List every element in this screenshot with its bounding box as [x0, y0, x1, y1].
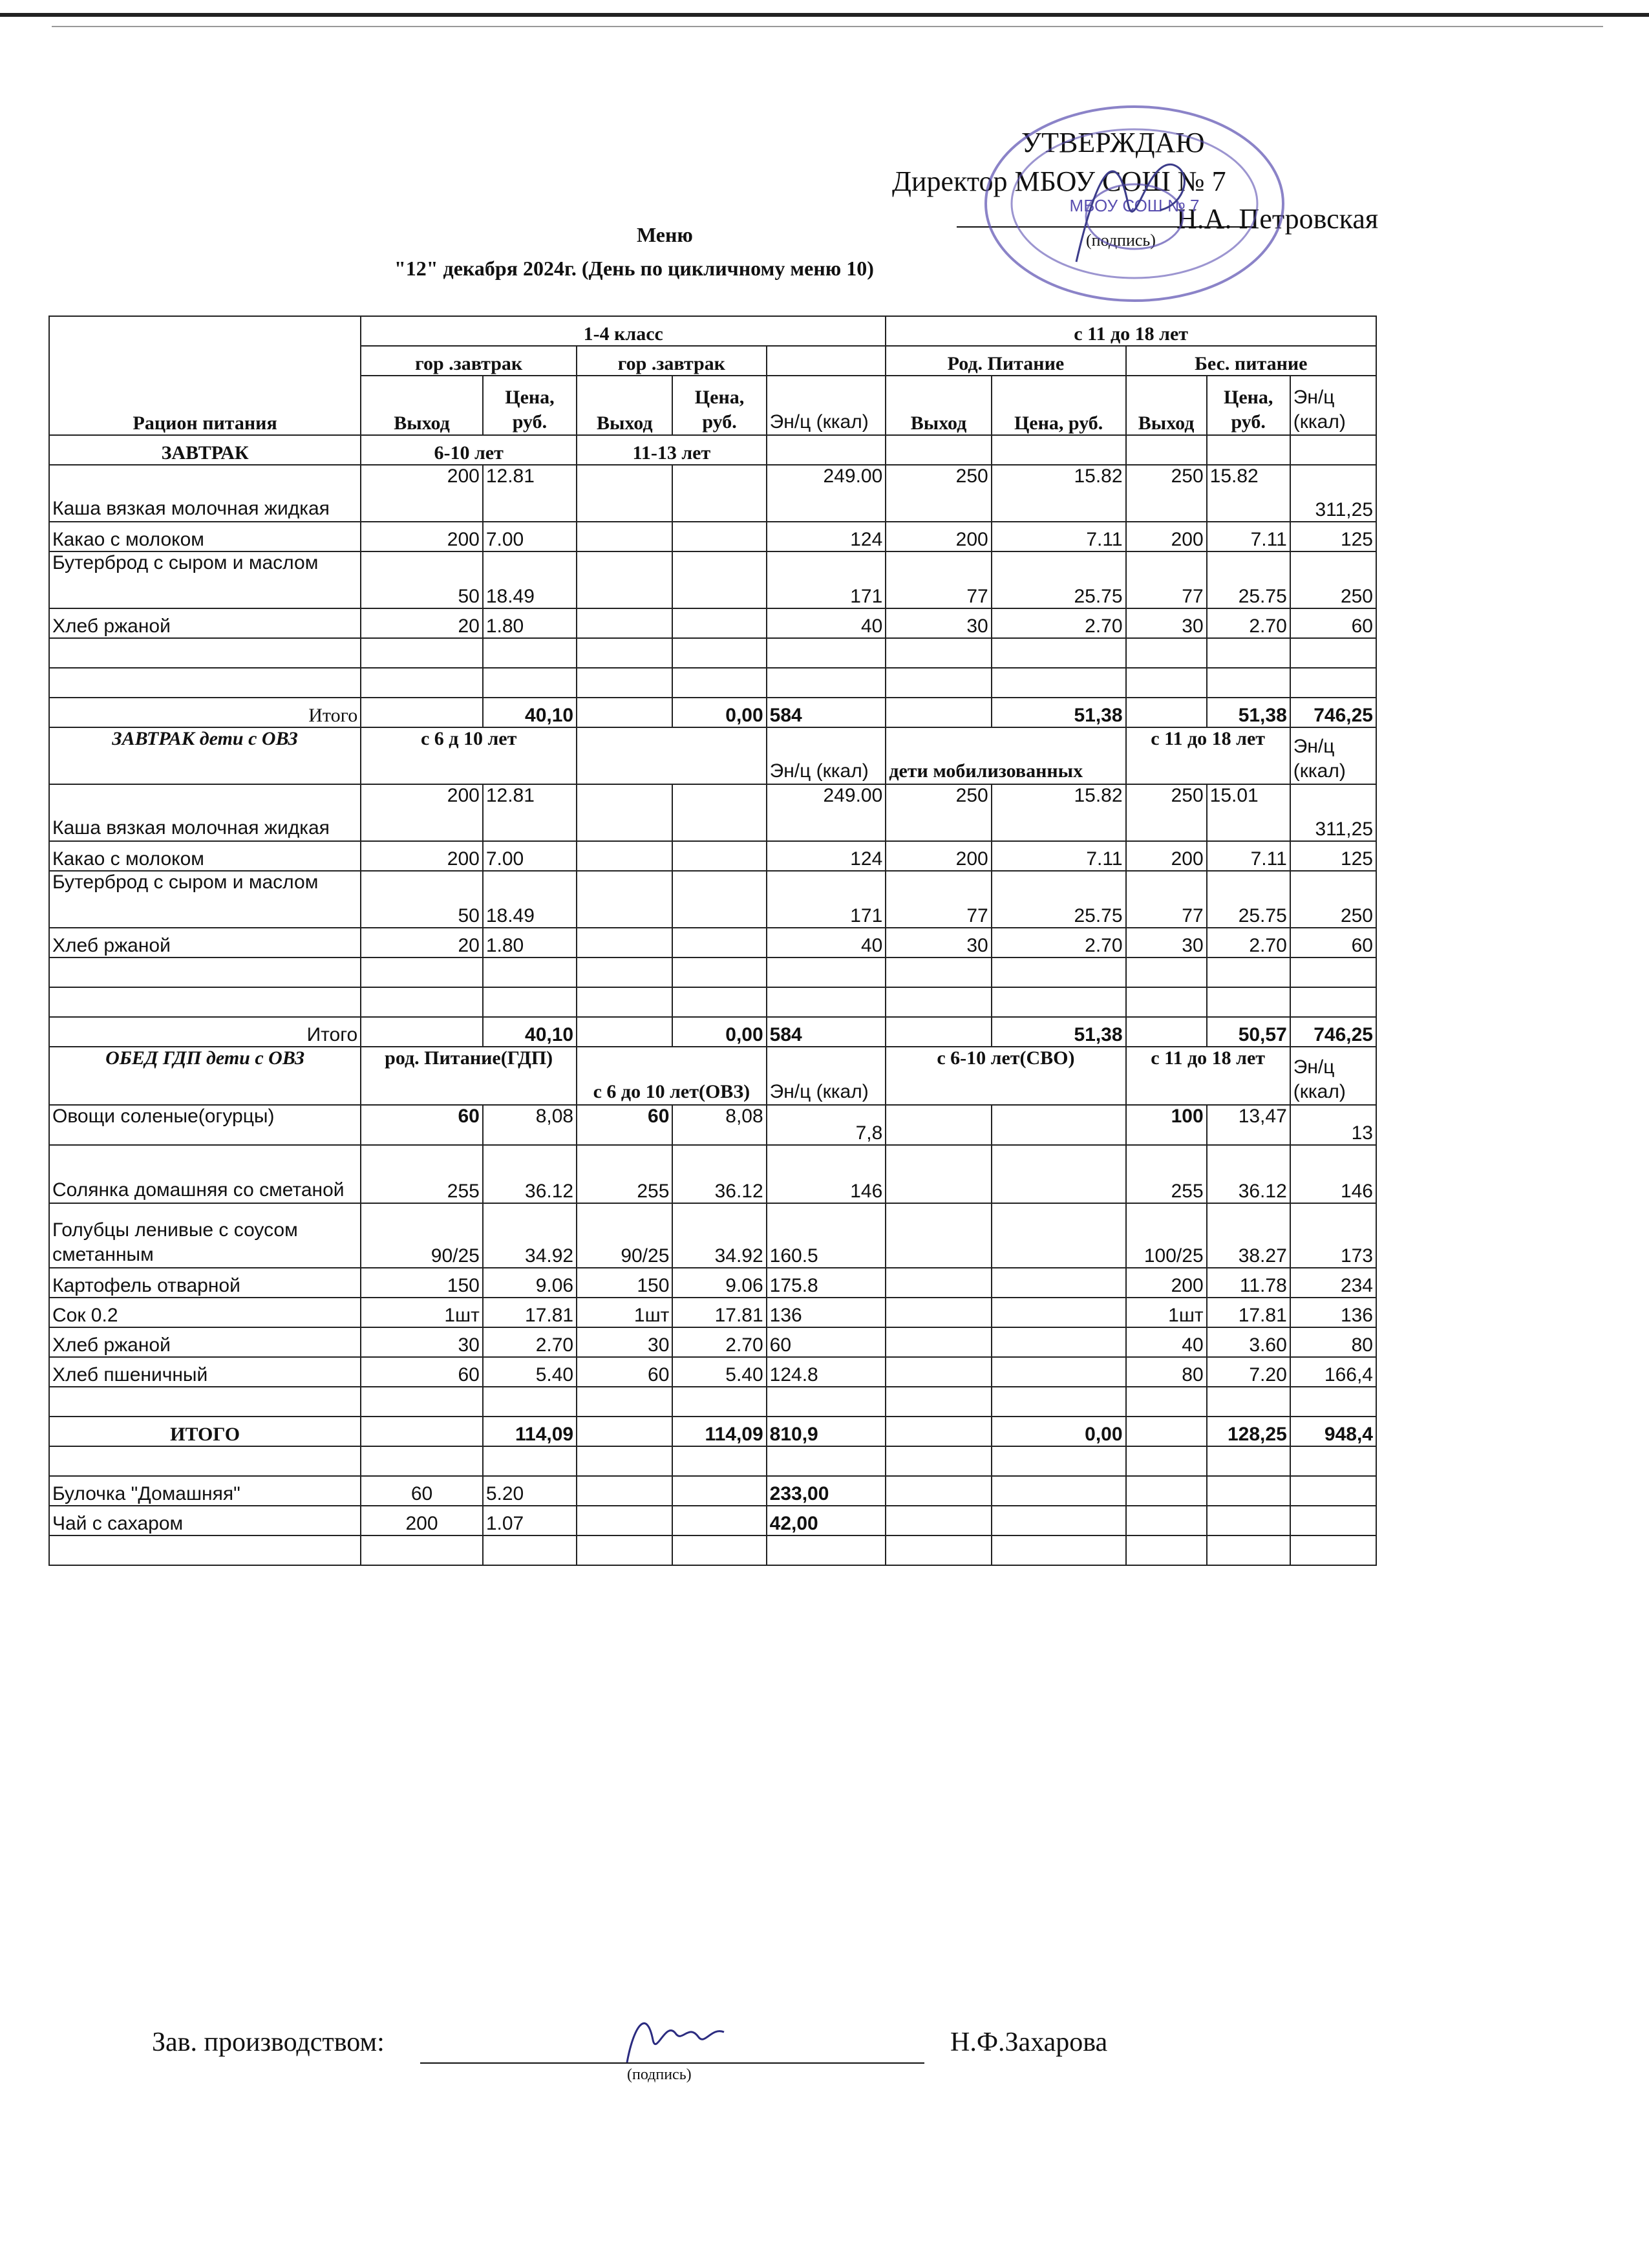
- empty-row: [49, 1387, 1376, 1417]
- cell: 255: [577, 1145, 672, 1203]
- dish-name: Каша вязкая молочная жидкая: [49, 784, 361, 841]
- cell: 40: [1126, 1327, 1207, 1357]
- cell: 7.00: [483, 841, 577, 871]
- total-row: [49, 698, 1376, 727]
- cell: 51,38: [1207, 698, 1290, 727]
- table-row: [49, 1506, 1376, 1535]
- cell: 746,25: [1290, 1017, 1376, 1047]
- cell: 60: [361, 1476, 483, 1506]
- group-header: с 6 до 10 лет(ОВЗ): [577, 1047, 767, 1105]
- dish-name: Сок 0.2: [49, 1298, 361, 1327]
- table-row: [49, 1357, 1376, 1387]
- cell: 1шт: [1126, 1298, 1207, 1327]
- cell: 171: [767, 871, 886, 928]
- cell: [577, 465, 672, 522]
- header-price: Цена, руб.: [1207, 376, 1290, 435]
- cell: [577, 608, 672, 638]
- cell: 200: [361, 841, 483, 871]
- cell: 810,9: [767, 1417, 886, 1446]
- table-row: [49, 928, 1376, 957]
- cell: 40: [767, 608, 886, 638]
- cell: [672, 928, 766, 957]
- scan-edge: [0, 13, 1649, 17]
- total-label: Итого: [49, 1017, 361, 1047]
- dish-name: Чай с сахаром: [49, 1506, 361, 1535]
- cell: 584: [767, 698, 886, 727]
- cell: 200: [361, 784, 483, 841]
- cell: 125: [1290, 522, 1376, 551]
- cell: 250: [1126, 784, 1207, 841]
- signature-caption: (подпись): [1086, 231, 1156, 250]
- cell: 200: [1126, 841, 1207, 871]
- cell: 1.80: [483, 928, 577, 957]
- table-row: [49, 784, 1376, 841]
- age-group: 11-13 лет: [577, 435, 767, 465]
- cell: 13,47: [1207, 1105, 1290, 1145]
- total-label: ИТОГО: [49, 1417, 361, 1446]
- cell: 50: [361, 551, 483, 608]
- cell: 250: [886, 784, 991, 841]
- cell: 15.01: [1207, 784, 1290, 841]
- table-row: [49, 1298, 1376, 1327]
- total-row: [49, 1017, 1376, 1047]
- dish-name: Какао с молоком: [49, 841, 361, 871]
- header-gor1: гор .завтрак: [361, 346, 577, 376]
- table-row: [49, 608, 1376, 638]
- cell: [886, 1298, 991, 1327]
- cell: [577, 784, 672, 841]
- cell: 51,38: [992, 698, 1126, 727]
- cell: 36.12: [1207, 1145, 1290, 1203]
- section-title: ЗАВТРАК: [49, 435, 361, 465]
- cell: [992, 1105, 1126, 1145]
- total-row: [49, 1417, 1376, 1446]
- scan-edge-line: [52, 26, 1603, 27]
- cell: [992, 1298, 1126, 1327]
- cell: 100: [1126, 1105, 1207, 1145]
- cell: 3.60: [1207, 1327, 1290, 1357]
- cell: 200: [1126, 522, 1207, 551]
- cell: 200: [361, 465, 483, 522]
- table-row: [49, 1327, 1376, 1357]
- table-row: [49, 871, 1376, 928]
- cell: 42,00: [767, 1506, 886, 1535]
- cell: 30: [577, 1327, 672, 1357]
- cell: [577, 841, 672, 871]
- table-row: [49, 841, 1376, 871]
- cell: 8,08: [483, 1105, 577, 1145]
- header-price: Цена, руб.: [672, 376, 766, 435]
- cell: 9.06: [672, 1268, 766, 1298]
- dish-name: Хлеб ржаной: [49, 1327, 361, 1357]
- footer-signature-caption: (подпись): [627, 2066, 692, 2083]
- header-energy: Эн/ц (ккал): [1290, 727, 1376, 784]
- cell: [672, 551, 766, 608]
- header-gor2: гор .завтрак: [577, 346, 767, 376]
- cell: 1.80: [483, 608, 577, 638]
- cell: 15.82: [992, 465, 1126, 522]
- cell: 150: [577, 1268, 672, 1298]
- table-row: [49, 522, 1376, 551]
- table-row: [49, 1476, 1376, 1506]
- cell: 150: [361, 1268, 483, 1298]
- section-lunch-ovz: [49, 1047, 1376, 1105]
- cell: 166,4: [1290, 1357, 1376, 1387]
- cell: 0,00: [992, 1417, 1126, 1446]
- cell: 746,25: [1290, 698, 1376, 727]
- footer-label: Зав. производством:: [152, 2027, 385, 2057]
- cell: 60: [767, 1327, 886, 1357]
- empty-row: [49, 638, 1376, 668]
- cell: 100/25: [1126, 1203, 1207, 1268]
- cell: 160.5: [767, 1203, 886, 1268]
- section-breakfast-ovz: [49, 727, 1376, 784]
- header-rod: Род. Питание: [886, 346, 1125, 376]
- cell: 51,38: [992, 1017, 1126, 1047]
- cell: 255: [361, 1145, 483, 1203]
- cell: 250: [1290, 551, 1376, 608]
- table-row: [49, 1105, 1376, 1145]
- cell: 80: [1290, 1327, 1376, 1357]
- cell: 15.82: [1207, 465, 1290, 522]
- cell: 249.00: [767, 784, 886, 841]
- cell: 250: [886, 465, 991, 522]
- age-group: 6-10 лет: [361, 435, 577, 465]
- header-grade-1-4: 1-4 класс: [361, 316, 886, 346]
- dish-name: Голубцы ленивые с соусом сметанным: [49, 1203, 361, 1268]
- cell: 7.11: [1207, 522, 1290, 551]
- dish-name: Картофель отварной: [49, 1268, 361, 1298]
- school-stamp: [979, 100, 1290, 307]
- cell: 77: [886, 871, 991, 928]
- header-vyhod: Выход: [1126, 376, 1207, 435]
- cell: [577, 522, 672, 551]
- empty-row: [49, 987, 1376, 1017]
- empty-row: [49, 1446, 1376, 1476]
- cell: 146: [767, 1145, 886, 1203]
- cell: 80: [1126, 1357, 1207, 1387]
- menu-table: [48, 316, 1377, 1566]
- cell: 1.07: [483, 1506, 577, 1535]
- signature-scribble: [614, 2001, 743, 2072]
- cell: 584: [767, 1017, 886, 1047]
- cell: 30: [1126, 928, 1207, 957]
- cell: 60: [1290, 928, 1376, 957]
- cell: 311,25: [1290, 465, 1376, 522]
- cell: 36.12: [483, 1145, 577, 1203]
- footer-name: Н.Ф.Захарова: [950, 2027, 1108, 2057]
- group-header: род. Питание(ГДП): [361, 1047, 577, 1105]
- dish-name: Солянка домашняя со сметаной: [49, 1145, 361, 1203]
- cell: 200: [361, 1506, 483, 1535]
- cell: [672, 841, 766, 871]
- header-price: Цена, руб.: [483, 376, 577, 435]
- cell: [886, 1145, 991, 1203]
- cell: 34.92: [672, 1203, 766, 1268]
- cell: 60: [361, 1357, 483, 1387]
- cell: [672, 465, 766, 522]
- cell: 948,4: [1290, 1417, 1376, 1446]
- section-title: ОБЕД ГДП дети с ОВЗ: [49, 1047, 361, 1105]
- cell: 249.00: [767, 465, 886, 522]
- cell: 114,09: [483, 1417, 577, 1446]
- cell: 7.11: [992, 841, 1126, 871]
- header-energy: Эн/ц (ккал): [1290, 1047, 1376, 1105]
- cell: [672, 784, 766, 841]
- cell: [672, 871, 766, 928]
- table-row: [49, 1268, 1376, 1298]
- cell: 200: [886, 522, 991, 551]
- cell: [886, 1268, 991, 1298]
- cell: 50,57: [1207, 1017, 1290, 1047]
- cell: 1шт: [361, 1298, 483, 1327]
- empty-row: [49, 957, 1376, 987]
- cell: 2.70: [992, 608, 1126, 638]
- dish-name: Овощи соленые(огурцы): [49, 1105, 361, 1145]
- cell: 18.49: [483, 871, 577, 928]
- section-title: ЗАВТРАК дети с ОВЗ: [49, 727, 361, 784]
- cell: 18.49: [483, 551, 577, 608]
- header-vyhod: Выход: [886, 376, 991, 435]
- cell: [886, 1357, 991, 1387]
- cell: [672, 522, 766, 551]
- cell: 90/25: [577, 1203, 672, 1268]
- cell: 38.27: [1207, 1203, 1290, 1268]
- cell: 15.82: [992, 784, 1126, 841]
- cell: 25.75: [1207, 551, 1290, 608]
- cell: 124.8: [767, 1357, 886, 1387]
- cell: 250: [1290, 871, 1376, 928]
- header-energy: Эн/ц (ккал): [1290, 376, 1376, 435]
- table-row: [49, 1203, 1376, 1268]
- group-header: с 6-10 лет(СВО): [886, 1047, 1125, 1105]
- cell: 77: [886, 551, 991, 608]
- menu-date: "12" декабря 2024г. (День по цикличному меню 10): [394, 257, 874, 280]
- cell: [992, 1203, 1126, 1268]
- header-bes: Бес. питание: [1126, 346, 1376, 376]
- cell: 36.12: [672, 1145, 766, 1203]
- cell: 114,09: [672, 1417, 766, 1446]
- cell: 7,8: [767, 1105, 886, 1145]
- cell: 25.75: [992, 551, 1126, 608]
- cell: [992, 1327, 1126, 1357]
- header-energy: Эн/ц (ккал): [767, 1047, 886, 1105]
- cell: [577, 871, 672, 928]
- cell: 2.70: [1207, 928, 1290, 957]
- cell: 2.70: [483, 1327, 577, 1357]
- cell: 50: [361, 871, 483, 928]
- cell: 17.81: [483, 1298, 577, 1327]
- cell: 40,10: [483, 698, 577, 727]
- cell: 13: [1290, 1105, 1376, 1145]
- cell: [886, 1327, 991, 1357]
- cell: 8,08: [672, 1105, 766, 1145]
- empty-row: [49, 668, 1376, 698]
- cell: 7.11: [1207, 841, 1290, 871]
- dish-name: Булочка "Домашняя": [49, 1476, 361, 1506]
- cell: 0,00: [672, 1017, 766, 1047]
- dish-name: Хлеб ржаной: [49, 928, 361, 957]
- cell: 2.70: [992, 928, 1126, 957]
- cell: [992, 1145, 1126, 1203]
- cell: 12.81: [483, 465, 577, 522]
- header-energy: Эн/ц (ккал): [767, 376, 886, 435]
- cell: 60: [1290, 608, 1376, 638]
- dish-name: Хлеб пшеничный: [49, 1357, 361, 1387]
- cell: 311,25: [1290, 784, 1376, 841]
- cell: [992, 1268, 1126, 1298]
- cell: 0,00: [672, 698, 766, 727]
- cell: 124: [767, 522, 886, 551]
- header-vyhod: Выход: [361, 376, 483, 435]
- cell: 9.06: [483, 1268, 577, 1298]
- table-row: [49, 551, 1376, 608]
- total-label: Итого: [49, 698, 361, 727]
- dish-name: Какао с молоком: [49, 522, 361, 551]
- table-row: [49, 465, 1376, 522]
- cell: 40: [767, 928, 886, 957]
- cell: 60: [361, 1105, 483, 1145]
- table-row: [49, 1145, 1376, 1203]
- cell: 124: [767, 841, 886, 871]
- cell: 11.78: [1207, 1268, 1290, 1298]
- cell: 200: [886, 841, 991, 871]
- cell: 136: [1290, 1298, 1376, 1327]
- cell: 60: [577, 1105, 672, 1145]
- dish-name: Хлеб ржаной: [49, 608, 361, 638]
- cell: 234: [1290, 1268, 1376, 1298]
- cell: 77: [1126, 551, 1207, 608]
- cell: 25.75: [1207, 871, 1290, 928]
- header-energy: Эн/ц (ккал): [767, 727, 886, 784]
- dish-name: Каша вязкая молочная жидкая: [49, 465, 361, 522]
- cell: 5.40: [672, 1357, 766, 1387]
- cell: 90/25: [361, 1203, 483, 1268]
- cell: 233,00: [767, 1476, 886, 1506]
- cell: 125: [1290, 841, 1376, 871]
- header-vyhod: Выход: [577, 376, 672, 435]
- cell: 200: [1126, 1268, 1207, 1298]
- cell: 60: [577, 1357, 672, 1387]
- cell: 136: [767, 1298, 886, 1327]
- approve-label: УТВЕРЖДАЮ: [1021, 127, 1205, 158]
- cell: 7.20: [1207, 1357, 1290, 1387]
- cell: 128,25: [1207, 1417, 1290, 1446]
- cell: 173: [1290, 1203, 1376, 1268]
- cell: 146: [1290, 1145, 1376, 1203]
- cell: 175.8: [767, 1268, 886, 1298]
- cell: [577, 551, 672, 608]
- cell: 255: [1126, 1145, 1207, 1203]
- cell: 30: [361, 1327, 483, 1357]
- empty-row: [49, 1535, 1376, 1565]
- cell: 171: [767, 551, 886, 608]
- age-group: с 6 д 10 лет: [361, 727, 577, 784]
- stamp-text: МБОУ СОШ № 7: [1069, 196, 1200, 215]
- cell: [992, 1357, 1126, 1387]
- cell: [672, 608, 766, 638]
- cell: 2.70: [672, 1327, 766, 1357]
- cell: 2.70: [1207, 608, 1290, 638]
- cell: 7.11: [992, 522, 1126, 551]
- dish-name: Бутерброд с сыром и маслом: [49, 551, 361, 608]
- mobilized-children: дети мобилизованных: [886, 727, 1125, 784]
- cell: [577, 928, 672, 957]
- cell: 17.81: [672, 1298, 766, 1327]
- cell: 34.92: [483, 1203, 577, 1268]
- cell: 25.75: [992, 871, 1126, 928]
- director-position: Директор МБОУ СОШ № 7: [892, 166, 1226, 197]
- cell: 250: [1126, 465, 1207, 522]
- cell: 30: [1126, 608, 1207, 638]
- header-ration: Рацион питания: [49, 316, 361, 435]
- cell: 17.81: [1207, 1298, 1290, 1327]
- cell: 5.20: [483, 1476, 577, 1506]
- cell: 5.40: [483, 1357, 577, 1387]
- dish-name: Бутерброд с сыром и маслом: [49, 871, 361, 928]
- section-breakfast: [49, 435, 1376, 465]
- cell: 7.00: [483, 522, 577, 551]
- cell: 40,10: [483, 1017, 577, 1047]
- header-row-1: [49, 316, 1376, 346]
- cell: 1шт: [577, 1298, 672, 1327]
- cell: 77: [1126, 871, 1207, 928]
- cell: 30: [886, 608, 991, 638]
- age-group: с 11 до 18 лет: [1126, 727, 1290, 784]
- cell: 12.81: [483, 784, 577, 841]
- header-grade-11-18: с 11 до 18 лет: [886, 316, 1376, 346]
- cell: 200: [361, 522, 483, 551]
- cell: 20: [361, 928, 483, 957]
- cell: [886, 1203, 991, 1268]
- cell: 30: [886, 928, 991, 957]
- director-name: Н.А. Петровская: [1176, 203, 1379, 235]
- menu-title: Меню: [637, 223, 693, 246]
- cell: 20: [361, 608, 483, 638]
- header-price: Цена, руб.: [992, 376, 1126, 435]
- cell: [886, 1105, 991, 1145]
- group-header: с 11 до 18 лет: [1126, 1047, 1290, 1105]
